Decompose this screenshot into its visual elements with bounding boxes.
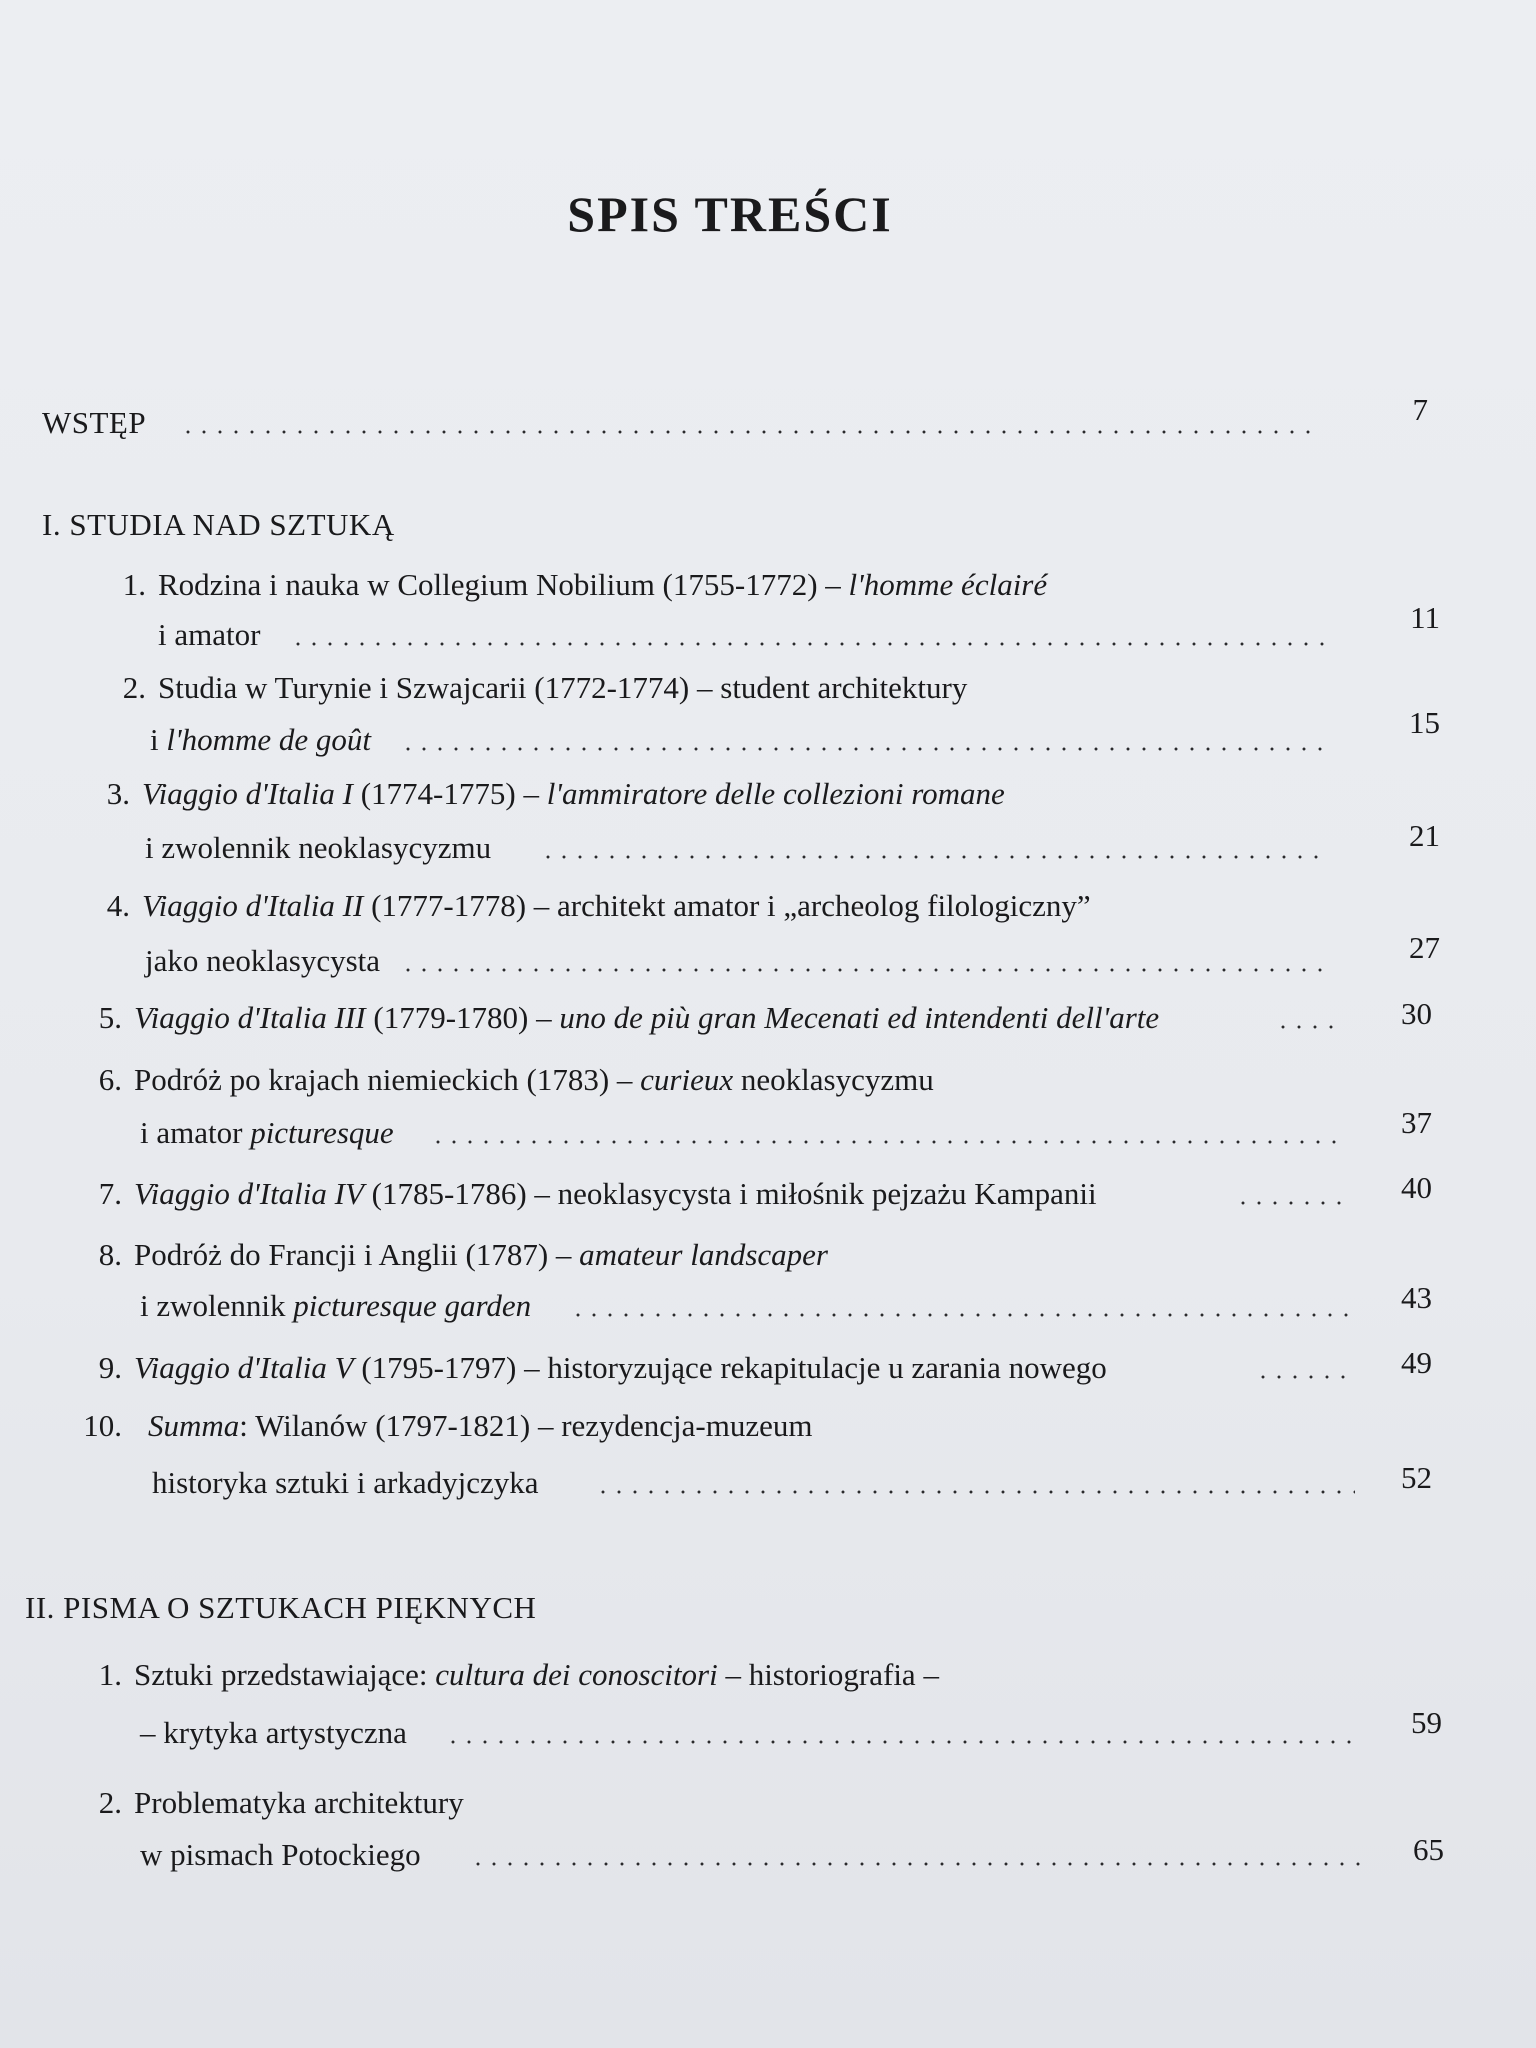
entry-number: 3. — [106, 776, 130, 811]
entry-text-italic: Viaggio d'Italia IV — [134, 1176, 364, 1211]
page-number: 30 — [1401, 996, 1432, 1031]
page-number: 52 — [1401, 1460, 1432, 1495]
entry-text: neoklasycyzmu — [740, 1062, 934, 1097]
intro-label: WSTĘP — [42, 405, 147, 440]
entry-text: (1795-1797) – historyzujące rekapitulacje u zarania nowego — [361, 1350, 1107, 1385]
entry-text-italic: picturesque garden — [293, 1288, 532, 1323]
leader-dots — [400, 968, 1330, 972]
page-number: 40 — [1401, 1170, 1432, 1205]
entry-text-italic: Viaggio d'Italia I — [142, 776, 353, 811]
entry-number: 1. — [122, 567, 146, 602]
entry-text-italic: uno de più gran Mecenati ed intendenti dell'arte — [559, 1000, 1160, 1035]
entry-number: 7. — [98, 1176, 122, 1211]
toc-entry-line — [145, 943, 380, 979]
toc-entry-line — [152, 1465, 539, 1501]
entry-text: (1777-1778) – architekt amator i „archeolog filologiczny” — [371, 888, 1091, 923]
entry-text-italic: amateur landscaper — [579, 1237, 828, 1272]
toc-entry-line — [140, 1115, 394, 1151]
entry-text: (1779-1780) – — [373, 1000, 552, 1035]
entry-text: i amator — [140, 1115, 243, 1150]
toc-entry-line — [145, 830, 491, 866]
entry-text: jako neoklasycysta — [145, 943, 381, 978]
entry-text: Problematyka architektury — [134, 1785, 464, 1820]
leader-dots — [1275, 1025, 1340, 1029]
leader-dots — [595, 1490, 1355, 1494]
toc-entry-line — [92, 1657, 939, 1693]
entry-number: 8. — [98, 1237, 122, 1272]
entry-number: 2. — [122, 670, 146, 705]
entry-text-italic: picturesque — [250, 1115, 394, 1150]
leader-dots — [540, 855, 1330, 859]
section-heading: I. STUDIA NAD SZTUKĄ — [42, 507, 395, 542]
entry-text: (1774-1775) – — [360, 776, 539, 811]
entry-text: i amator — [158, 617, 261, 652]
leader-dots — [1235, 1201, 1345, 1205]
toc-entry-line — [140, 1288, 531, 1324]
page-number: 37 — [1401, 1105, 1432, 1140]
toc-entry-line — [110, 670, 967, 706]
toc-entry-line — [150, 722, 371, 758]
entry-number: 4. — [106, 888, 130, 923]
entry-text-italic: cultura dei conoscitori — [435, 1657, 718, 1692]
entry-text: (1785-1786) – neoklasycysta i miłośnik pejzażu Kampanii — [371, 1176, 1097, 1211]
entry-text-italic: Viaggio d'Italia II — [142, 888, 364, 923]
toc-entry-line — [100, 776, 1005, 812]
entry-text: Sztuki przedstawiające: — [134, 1657, 428, 1692]
page-number: 43 — [1401, 1280, 1432, 1315]
toc-entry-line — [100, 888, 1091, 924]
entry-text-italic: curieux — [640, 1062, 734, 1097]
entry-text: i — [150, 722, 159, 757]
section-heading: II. PISMA O SZTUKACH PIĘKNYCH — [25, 1590, 537, 1625]
page-title: SPIS TREŚCI — [567, 186, 893, 242]
entry-text: historyka sztuki i arkadyjczyka — [152, 1465, 539, 1500]
toc-entry-line — [92, 1000, 1159, 1036]
leader-dots — [470, 1862, 1360, 1866]
page-number: 27 — [1409, 930, 1440, 965]
entry-text: i zwolennik — [140, 1288, 286, 1323]
entry-text: Rodzina i nauka w Collegium Nobilium (1755-1772) – — [158, 567, 841, 602]
entry-text-italic: Summa — [148, 1408, 240, 1443]
entry-number: 5. — [98, 1000, 122, 1035]
entry-text: Studia w Turynie i Szwajcarii (1772-1774) – student architektury — [158, 670, 968, 705]
toc-entry-line — [92, 1785, 464, 1821]
page-number: 49 — [1401, 1345, 1432, 1380]
page-number: 11 — [1410, 600, 1440, 635]
entry-number: 1. — [98, 1657, 122, 1692]
leader-dots — [290, 642, 1330, 646]
entry-text-italic: l'homme de goût — [166, 722, 372, 757]
entry-text: : Wilanów (1797-1821) – rezydencja-muzeum — [239, 1408, 813, 1443]
toc-entry-line — [92, 1237, 828, 1273]
page-number: 21 — [1409, 818, 1440, 853]
toc-entry-line — [92, 1062, 934, 1098]
entry-text: – krytyka artystyczna — [140, 1715, 407, 1750]
leader-dots — [180, 430, 1310, 434]
toc-entry-line — [92, 1350, 1107, 1386]
entry-text-italic: l'homme éclairé — [848, 567, 1048, 602]
page-number: 7 — [1412, 392, 1428, 427]
entry-text: Podróż do Francji i Anglii (1787) – — [134, 1237, 572, 1272]
page-number: 15 — [1409, 705, 1440, 740]
leader-dots — [570, 1313, 1350, 1317]
leader-dots — [445, 1740, 1355, 1744]
toc-entry-line — [92, 1176, 1097, 1212]
entry-text-italic: Viaggio d'Italia V — [134, 1350, 354, 1385]
toc-entry-line — [140, 1837, 421, 1873]
toc-entry-line — [110, 567, 1047, 603]
toc-entry-line — [140, 1715, 407, 1751]
page-number: 65 — [1413, 1832, 1444, 1867]
entry-text-italic: l'ammiratore delle collezioni romane — [546, 776, 1005, 811]
entry-text: Podróż po krajach niemieckich (1783) – — [134, 1062, 633, 1097]
entry-number: 10. — [83, 1408, 122, 1443]
entry-text: – historiografia – — [725, 1657, 939, 1692]
leader-dots — [1255, 1375, 1350, 1379]
page-number: 59 — [1411, 1705, 1442, 1740]
entry-number: 6. — [98, 1062, 122, 1097]
toc-entry-line — [78, 1408, 813, 1444]
leader-dots — [400, 747, 1330, 751]
toc-entry-line — [158, 617, 260, 653]
entry-text: i zwolennik neoklasycyzmu — [145, 830, 492, 865]
entry-number: 2. — [98, 1785, 122, 1820]
entry-number: 9. — [98, 1350, 122, 1385]
leader-dots — [430, 1140, 1340, 1144]
entry-text: w pismach Potockiego — [140, 1837, 421, 1872]
entry-text-italic: Viaggio d'Italia III — [134, 1000, 366, 1035]
